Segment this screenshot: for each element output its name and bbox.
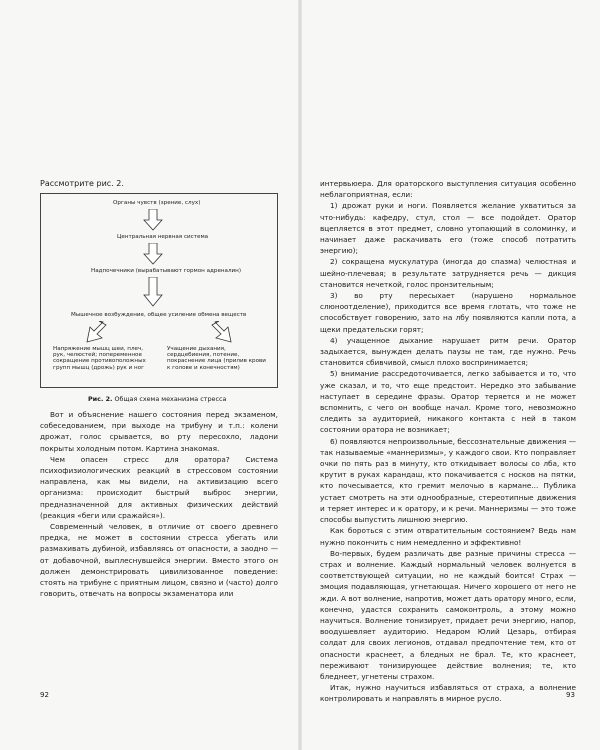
list-item: 4) учащенное дыхание нарушает ритм речи. Оратор задыхается, вынужден делать паузы не там, где нужно. Речь становится сбивчивой, смысл плохо воспринимается; <box>320 335 576 368</box>
diagram-branch-breathing: Учащение дыхания, сердцебиения, потение, покраснение лица (прилив крови к голове и конечностям) <box>167 346 266 371</box>
page-number-left: 92 <box>40 691 49 699</box>
list-item: 3) во рту пересыхает (нарушено нормальное слюноотделение), приходится все время глотать, что тоже не способствует говорению, зато на лбу появляются капли пота, а щеки предательски горят; <box>320 291 576 334</box>
page-number-right: 93 <box>566 691 575 699</box>
paragraph: Современный человек, в отличие от своего древнего предка, не может в состоянии стресса убегать или размахивать дубиной, избавляясь от опасности, а заодно — от добавочной, выплеснувшейся энергии. Вместо этого он должен демонстрировать цивилизованное поведение: стоять на трибуне с приятным лицом, связно и (часто) долго говорить, отвечать на вопросы экзаменатора или <box>40 522 278 599</box>
list-item: 6) появляются непроизвольные, бессознательные движения — так называемые «маннеризмы», у каждого свои. Кто поправляет очки по пять раз в минуту, кто откидывает волосы со лба, кто крутит в руках карандаш, кто покачивается с носков на пятки, кто почесывается, кто гремит мелочью в кармане... Публика устает смотреть на эти однообразные, стереотипные движения и теряет интерес и к оратору, и к речи. Маннеризмы — это тоже способы выпустить лишнюю энергию. <box>320 436 576 525</box>
list-item: 5) внимание рассредоточивается, легко забывается и то, что уже сказал, и то, что еще предстоит. Нередко это забывание наступает в середине фразы. Оратор теряется и не может вспомнить, с чего он вообще начал. Кроме того, невозможно следить за аудиторией, никакого контакта с ней в таком состоянии оратора не возникает; <box>320 369 576 435</box>
caption-text: Общая схема механизма стресса <box>114 395 227 403</box>
diagram-branch-muscle-tension: Напряжение мышц шеи, плеч, рук, челюстей; попеременное сокращение противоположных групп мышц (дрожь) рук и ног <box>53 346 146 371</box>
right-body-text <box>320 178 576 705</box>
right-page <box>300 0 600 750</box>
figure-caption <box>88 395 226 403</box>
arrow-down-icon <box>143 277 163 307</box>
paragraph: Во-первых, будем различать две разные причины стресса — страх и волнение. Каждый нормальный человек волнуется в соответствующей ситуации, но не каждый боится! Страх — эмоция подавляющая, угнетающая. Ничего хорошего от него не жди. А вот волнение, напротив, может дать оратору много, если, конечно, удастся сохранить самоконтроль, а этому можно научиться. Волнение тонизирует, придает речи энергию, напор, воодушевляет аудиторию. Недаром Юлий Цезарь, отбирая солдат для своих легионов, отдавал предпочтение тем, кто от опасности краснеет, а бледных не брал. Те, кто краснеет, переживают тонизирующее действие волнения; те, кто бледнеет, угнетены страхом. <box>320 548 576 681</box>
figure-intro: Рассмотрите рис. 2. <box>40 179 124 188</box>
arrow-down-left-icon <box>81 321 109 343</box>
paragraph: интервьюера. Для ораторского выступления ситуация особенно неблагоприятная, если: <box>320 179 576 200</box>
arrow-down-icon <box>143 243 163 265</box>
left-body-text <box>40 409 278 599</box>
paragraph: Чем опасен стресс для оратора? Система психофизиологических реакций в стрессовом состоянии направлена, как мы видели, на активизацию всего организма: происходит быстрый выброс энергии, предназначенной для активных физических действий (реакция «беги или сражайся»). <box>40 454 278 520</box>
paragraph: Как бороться с этим отвратительным состоянием? Ведь нам нужно покончить с ним немедленно и эффективно! <box>320 526 576 547</box>
diagram-node-senses: Органы чувств (зрение, слух) <box>113 200 201 206</box>
list-item: 2) сокращена мускулатура (иногда до спазма) челюстная и шейно-плечевая; в результате затрудняется речь — дикция становится нечеткой, голос пронзительным; <box>320 257 576 289</box>
diagram-node-muscle: Мышечное возбуждение, общее усиление обмена веществ <box>71 312 247 318</box>
diagram-node-cns: Центральная нервная система <box>117 234 209 240</box>
arrow-down-icon <box>143 209 163 231</box>
paragraph: Вот и объяснение нашего состояния перед экзаменом, собеседованием, при выходе на трибуну и т.п.: колени дрожат, голос срывается, во рту пересохло, ладони покрыты холодным потом. Картина знакомая. <box>40 410 278 453</box>
paragraph: Итак, нужно научиться избавляться от страха, а волнение контролировать и направлять в мирное русло. <box>320 683 576 704</box>
arrow-down-right-icon <box>209 321 237 343</box>
list-item: 1) дрожат руки и ноги. Появляется желание ухватиться за что-нибудь: кафедру, стул, стол — все подойдет. Оратор вцепляется в этот предмет, словно утопающий в соломинку, и начинает даже раскачивать его (тоже способ потратить энергию); <box>320 201 576 256</box>
diagram-node-adrenal: Надпочечники (вырабатывают гормон адреналин) <box>91 268 242 274</box>
caption-label: Рис. 2. <box>88 395 113 403</box>
stress-diagram <box>40 193 278 388</box>
